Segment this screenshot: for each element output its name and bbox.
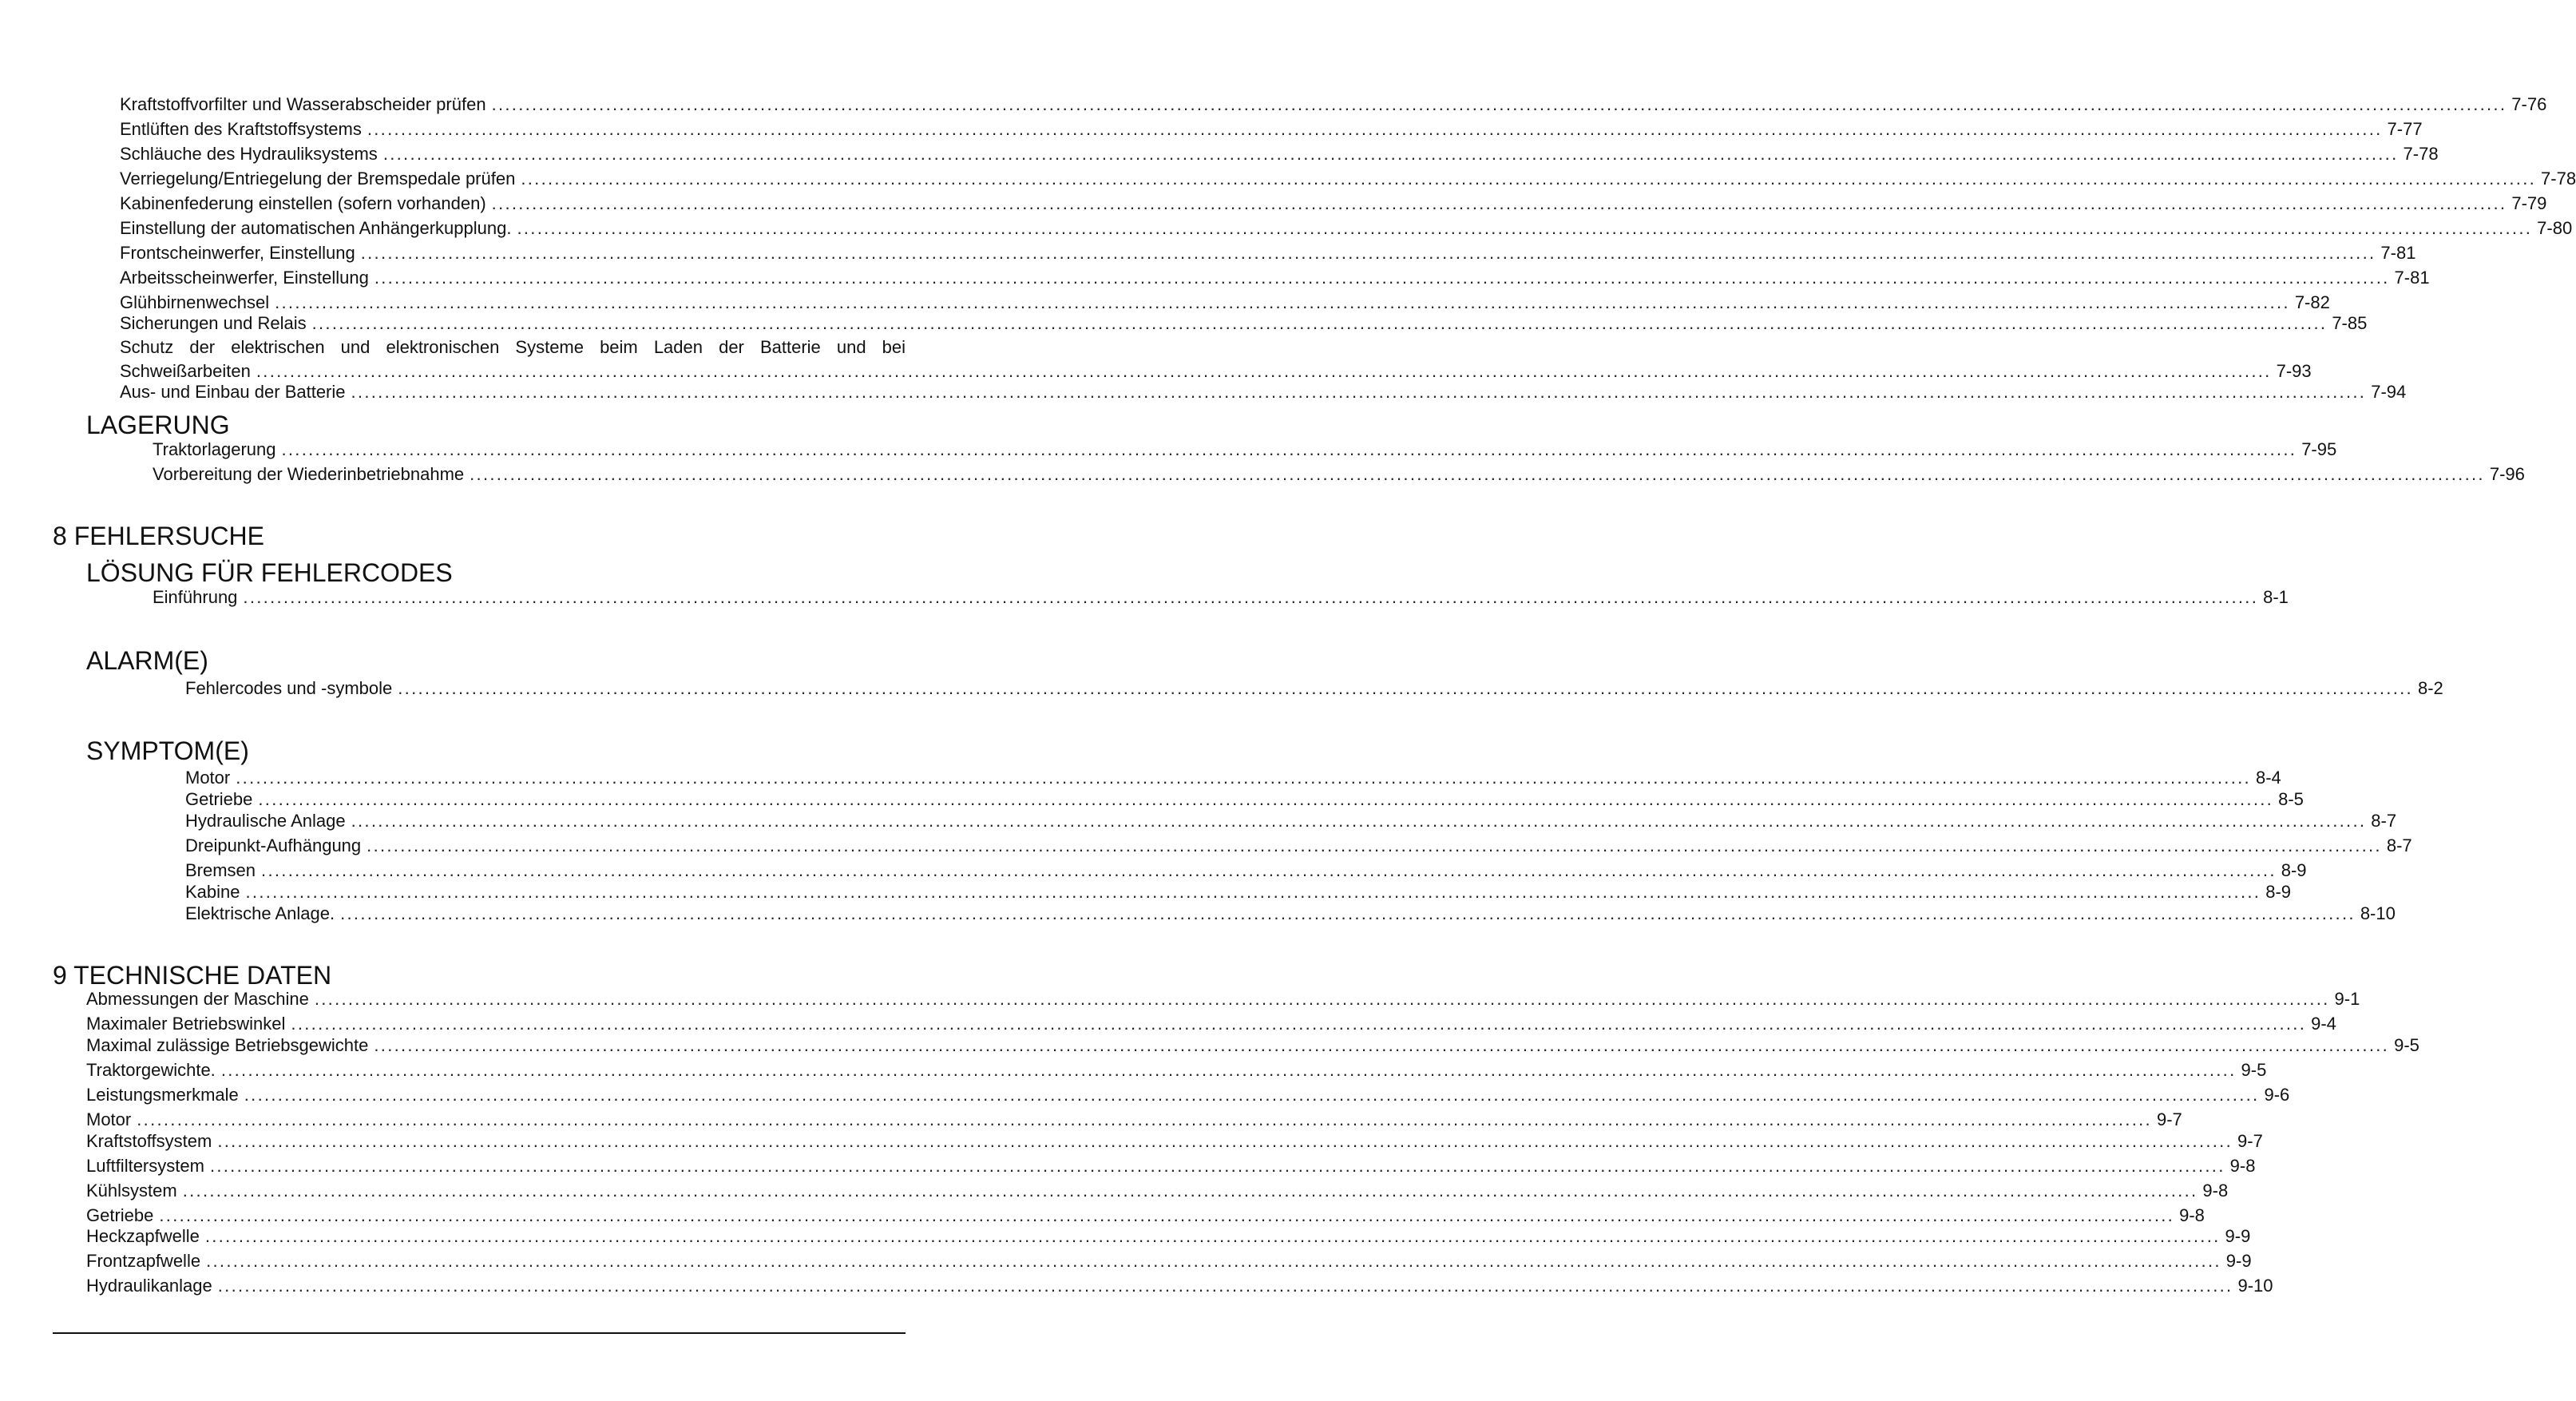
- toc-leader-dots: ............................................................................................................................................................................................................................................................................................................: [291, 1014, 2307, 1034]
- toc-entry-title: Hydraulikanlage: [86, 1276, 212, 1296]
- toc-entry-page: 8-7: [2371, 811, 2397, 831]
- toc-entry-page: 7-82: [2294, 292, 2330, 312]
- toc-entry-page: 8-7: [2386, 835, 2412, 855]
- toc-entry-title: Kabinenfederung einstellen (sofern vorhanden): [120, 193, 486, 213]
- chapter-heading-8: 8 FEHLERSUCHE: [53, 522, 264, 550]
- toc-leader-dots: ............................................................................................................................................................................................................................................................................................................: [182, 1181, 2198, 1201]
- toc-entry[interactable]: [185, 788, 2304, 810]
- toc-entry[interactable]: [86, 1249, 2252, 1272]
- toc-entry-page: 7-77: [2387, 119, 2423, 139]
- toc-entry[interactable]: [185, 859, 2307, 881]
- toc-leader-dots: ............................................................................................................................................................................................................................................................................................................: [367, 835, 2382, 855]
- toc-entry-title: Motor: [86, 1109, 132, 1129]
- toc-leader-dots: ............................................................................................................................................................................................................................................................................................................: [243, 587, 2259, 607]
- toc-entry-page: 9-10: [2237, 1276, 2273, 1296]
- toc-entry-title: Abmessungen der Maschine: [86, 989, 309, 1009]
- toc-leader-dots: ............................................................................................................................................................................................................................................................................................................: [137, 1109, 2152, 1129]
- toc-leader-dots: ............................................................................................................................................................................................................................................................................................................: [521, 169, 2537, 189]
- toc-leader-dots: ............................................................................................................................................................................................................................................................................................................: [220, 1060, 2237, 1080]
- toc-entry-title: Frontscheinwerfer, Einstellung: [120, 243, 355, 263]
- toc-entry-title: Hydraulische Anlage: [185, 811, 346, 831]
- toc-entry-page: 7-85: [2332, 313, 2368, 333]
- toc-entry-page: 7-96: [2489, 464, 2525, 484]
- toc-entry-title: Kraftstoffsystem: [86, 1131, 212, 1151]
- toc-entry-page: 8-1: [2263, 587, 2289, 607]
- toc-entry-title: Getriebe: [185, 789, 253, 809]
- toc-leader-dots: ............................................................................................................................................................................................................................................................................................................: [314, 989, 2330, 1009]
- toc-entry-page: 7-76: [2511, 94, 2547, 114]
- toc-entry-page: 9-1: [2334, 989, 2360, 1009]
- toc-entry[interactable]: [185, 902, 2396, 924]
- toc-entry-page: 7-78: [2403, 144, 2439, 164]
- toc-entry-title: Vorbereitung der Wiederinbetriebnahme: [153, 464, 465, 484]
- toc-entry-title: Aus- und Einbau der Batterie: [120, 382, 346, 402]
- toc-leader-dots: ............................................................................................................................................................................................................................................................................................................: [261, 860, 2277, 880]
- toc-entry-page: 8-10: [2360, 903, 2396, 923]
- toc-entry[interactable]: [120, 117, 2423, 140]
- toc-entry-title: Luftfiltersystem: [86, 1156, 204, 1176]
- toc-leader-dots: ............................................................................................................................................................................................................................................................................................................: [209, 1156, 2225, 1176]
- toc-entry-title: Verriegelung/Entriegelung der Bremspedale prüfen: [120, 169, 516, 189]
- toc-entry-page: 8-5: [2278, 789, 2304, 809]
- toc-entry-title: Traktorlagerung: [153, 439, 276, 459]
- toc-leader-dots: ............................................................................................................................................................................................................................................................................................................: [374, 268, 2390, 288]
- footer-rule: [53, 1332, 906, 1334]
- toc-entry[interactable]: [86, 1179, 2229, 1201]
- toc-entry-page: 9-8: [2229, 1156, 2256, 1176]
- chapter-heading-9: 9 TECHNISCHE DATEN: [53, 961, 332, 990]
- toc-entry-title: Glühbirnenwechsel: [120, 292, 270, 312]
- toc-leader-dots: ............................................................................................................................................................................................................................................................................................................: [258, 789, 2274, 809]
- toc-entry-title: Arbeitsscheinwerfer, Einstellung: [120, 268, 369, 288]
- toc-entry-title: Schläuche des Hydrauliksystems: [120, 144, 378, 164]
- toc-entry-page: 7-81: [2394, 268, 2430, 288]
- toc-entry[interactable]: [86, 1154, 2256, 1177]
- toc-leader-dots: ............................................................................................................................................................................................................................................................................................................: [281, 439, 2297, 459]
- toc-entry-title: Elektrische Anlage.: [185, 903, 335, 923]
- toc-entry-title: Kabine: [185, 882, 240, 902]
- toc-entry[interactable]: [185, 880, 2292, 903]
- toc-entry-title: Sicherungen und Relais: [120, 313, 307, 333]
- toc-entry[interactable]: [185, 677, 2443, 699]
- toc-entry-page: 9-5: [2394, 1035, 2419, 1055]
- toc-entry[interactable]: [120, 93, 2547, 115]
- toc-entry-title: Frontzapfwelle: [86, 1251, 201, 1271]
- toc-entry[interactable]: [120, 291, 2330, 313]
- toc-entry[interactable]: [86, 1108, 2182, 1130]
- toc-leader-dots: ............................................................................................................................................................................................................................................................................................................: [517, 218, 2533, 238]
- toc-entry[interactable]: [120, 312, 2368, 334]
- toc-leader-dots: ............................................................................................................................................................................................................................................................................................................: [311, 313, 2328, 333]
- toc-leader-dots: ............................................................................................................................................................................................................................................................................................................: [351, 382, 2367, 402]
- toc-entry[interactable]: [185, 834, 2412, 856]
- toc-entry-page: 7-94: [2371, 382, 2407, 402]
- section-heading-fehlercodes: LÖSUNG FÜR FEHLERCODES: [86, 558, 453, 587]
- toc-entry-page: 9-6: [2264, 1085, 2290, 1105]
- toc-entry-page: 7-81: [2380, 243, 2416, 263]
- toc-leader-dots: ............................................................................................................................................................................................................................................................................................................: [204, 1226, 2221, 1246]
- toc-entry[interactable]: [153, 585, 2289, 608]
- toc-entry[interactable]: [86, 1034, 2419, 1056]
- toc-leader-dots: ............................................................................................................................................................................................................................................................................................................: [360, 243, 2376, 263]
- section-heading-lagerung: LAGERUNG: [86, 411, 230, 439]
- toc-entry-page: 8-2: [2417, 678, 2443, 698]
- toc-entry-title: Dreipunkt-Aufhängung: [185, 835, 362, 855]
- toc-entry-title: Schweißarbeiten: [120, 361, 251, 381]
- section-heading-symptom: SYMPTOM(E): [86, 736, 249, 765]
- toc-entry[interactable]: [86, 1129, 2263, 1152]
- toc-entry-page: 7-93: [2276, 361, 2312, 381]
- toc-entry-title: Kühlsystem: [86, 1181, 177, 1201]
- toc-leader-dots: ............................................................................................................................................................................................................................................................................................................: [340, 903, 2356, 923]
- toc-leader-dots: ............................................................................................................................................................................................................................................................................................................: [367, 119, 2383, 139]
- toc-entry-page: 8-4: [2255, 768, 2281, 788]
- toc-entry-page: 9-8: [2202, 1181, 2229, 1201]
- toc-entry-page: 7-79: [2511, 193, 2547, 213]
- section-heading-alarm: ALARM(E): [86, 646, 208, 675]
- toc-entry-title: Getriebe: [86, 1205, 154, 1225]
- toc-entry[interactable]: [86, 1224, 2251, 1247]
- toc-entry-page: 9-9: [2225, 1226, 2251, 1246]
- toc-entry-title: Einführung: [153, 587, 238, 607]
- toc-entry[interactable]: [120, 142, 2439, 165]
- toc-entry-title: Traktorgewichte.: [86, 1060, 216, 1080]
- toc-entry-page: 7-80: [2537, 218, 2573, 238]
- toc-entry-page: 9-5: [2241, 1060, 2267, 1080]
- toc-entry[interactable]: [86, 1058, 2267, 1081]
- toc-leader-dots: ............................................................................................................................................................................................................................................................................................................: [470, 464, 2485, 484]
- toc-entry-page: 9-4: [2311, 1014, 2336, 1034]
- toc-leader-dots: ............................................................................................................................................................................................................................................................................................................: [374, 1035, 2390, 1055]
- toc-leader-dots: ............................................................................................................................................................................................................................................................................................................: [491, 94, 2507, 114]
- toc-leader-dots: ............................................................................................................................................................................................................................................................................................................: [256, 361, 2272, 381]
- toc-entry-page: 8-9: [2281, 860, 2307, 880]
- toc-entry[interactable]: [120, 380, 2407, 403]
- toc-entry[interactable]: [120, 359, 2312, 382]
- toc-entry-title: Entlüften des Kraftstoffsystems: [120, 119, 362, 139]
- toc-leader-dots: ............................................................................................................................................................................................................................................................................................................: [491, 193, 2507, 213]
- toc-entry[interactable]: [120, 266, 2430, 288]
- toc-entry[interactable]: [185, 809, 2397, 831]
- toc-leader-dots: ............................................................................................................................................................................................................................................................................................................: [382, 144, 2399, 164]
- toc-entry[interactable]: [120, 192, 2547, 214]
- toc-leader-dots: ............................................................................................................................................................................................................................................................................................................: [244, 1085, 2260, 1105]
- toc-entry-title: Heckzapfwelle: [86, 1226, 200, 1246]
- toc-entry-page: 7-95: [2301, 439, 2337, 459]
- toc-entry-title: Motor: [185, 768, 231, 788]
- toc-entry-title: Kraftstoffvorfilter und Wasserabscheider prüfen: [120, 94, 486, 114]
- toc-entry[interactable]: [153, 462, 2525, 485]
- toc-entry-title: Maximal zulässige Betriebsgewichte: [86, 1035, 369, 1055]
- toc-entry[interactable]: [86, 1274, 2273, 1296]
- toc-entry[interactable]: [153, 438, 2337, 460]
- toc-entry-title: Bremsen: [185, 860, 256, 880]
- toc-entry[interactable]: [185, 766, 2281, 788]
- toc-leader-dots: ............................................................................................................................................................................................................................................................................................................: [159, 1205, 2175, 1225]
- toc-leader-dots: ............................................................................................................................................................................................................................................................................................................: [217, 1276, 2233, 1296]
- toc-entry-title-line1: Schutz der elektrischen und elektronischen Systeme beim Laden der Batterie und bei: [120, 337, 906, 357]
- toc-entry-title: Einstellung der automatischen Anhängerkupplung.: [120, 218, 512, 238]
- toc-leader-dots: ............................................................................................................................................................................................................................................................................................................: [236, 768, 2251, 788]
- toc-entry-title: Leistungsmerkmale: [86, 1085, 239, 1105]
- toc-entry-page: 9-7: [2156, 1109, 2182, 1129]
- toc-leader-dots: ............................................................................................................................................................................................................................................................................................................: [245, 882, 2261, 902]
- toc-entry-page: 7-78: [2541, 169, 2576, 189]
- toc-entry-page: 9-9: [2225, 1251, 2252, 1271]
- toc-leader-dots: ............................................................................................................................................................................................................................................................................................................: [217, 1131, 2233, 1151]
- toc-entry-page: 9-8: [2179, 1205, 2205, 1225]
- toc-entry-page: 8-9: [2265, 882, 2292, 902]
- toc-entry-title: Maximaler Betriebswinkel: [86, 1014, 286, 1034]
- toc-entry[interactable]: [120, 216, 2573, 239]
- toc-leader-dots: ............................................................................................................................................................................................................................................................................................................: [351, 811, 2367, 831]
- toc-leader-dots: ............................................................................................................................................................................................................................................................................................................: [398, 678, 2413, 698]
- toc-entry[interactable]: [86, 1204, 2205, 1226]
- toc-entry[interactable]: [120, 167, 2576, 189]
- toc-entry[interactable]: [86, 1012, 2336, 1034]
- toc-entry-page: 9-7: [2237, 1131, 2263, 1151]
- toc-leader-dots: ............................................................................................................................................................................................................................................................................................................: [206, 1251, 2221, 1271]
- toc-entry[interactable]: [86, 1083, 2290, 1105]
- toc-leader-dots: ............................................................................................................................................................................................................................................................................................................: [275, 292, 2290, 312]
- toc-entry[interactable]: [86, 987, 2360, 1010]
- toc-entry[interactable]: [120, 241, 2416, 264]
- toc-entry-title: Fehlercodes und -symbole: [185, 678, 393, 698]
